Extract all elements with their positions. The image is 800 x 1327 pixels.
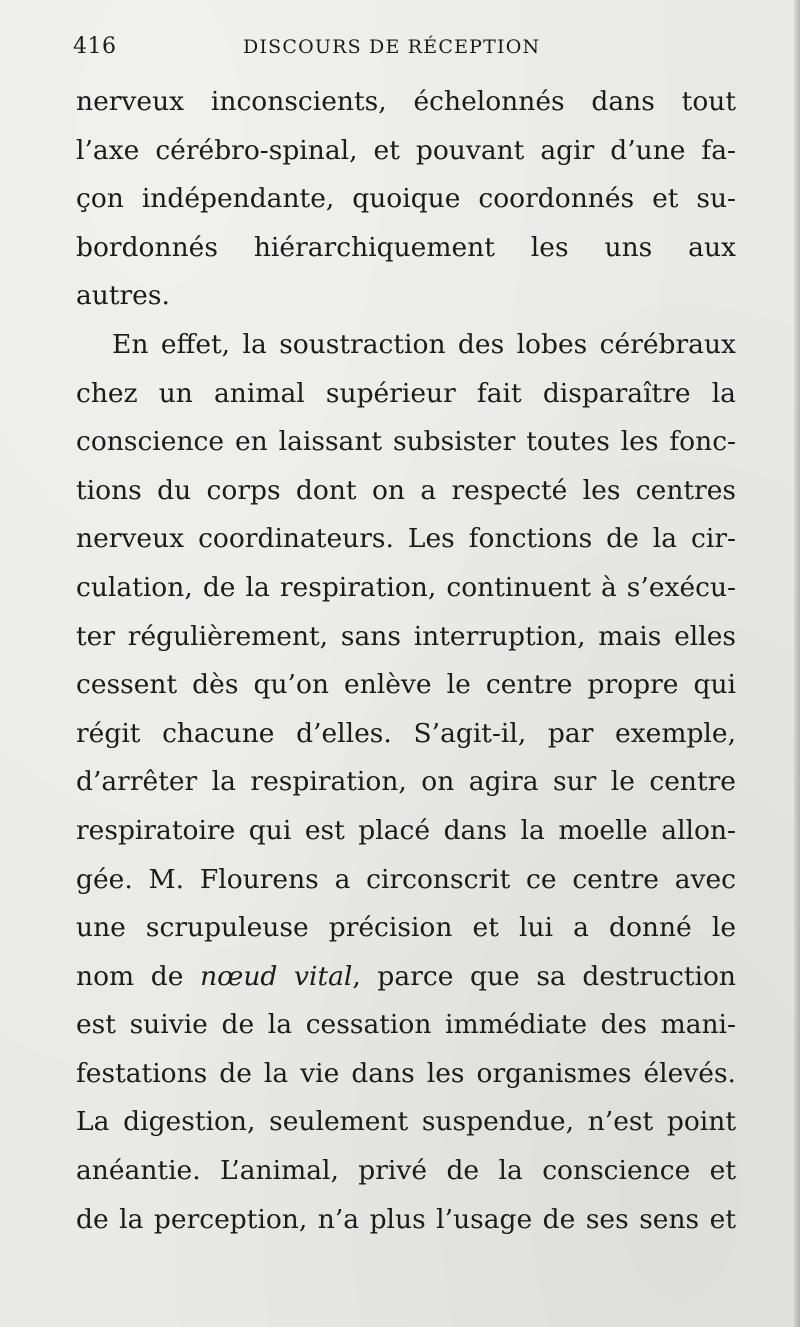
text-line: ter régulièrement, sans interruption, mais elles [76,620,736,652]
text-line-paragraph-start: En effet, la soustraction des lobes cérébraux [112,328,736,360]
body-text [76,78,736,1244]
text-line: régit chacune d’elles. S’agit-il, par exemple, [76,717,736,749]
text-line: respiratoire qui est placé dans la moelle allon- [76,814,736,846]
text-line: culation, de la respiration, continuent à s’exécu- [76,571,736,603]
text-line: autres. [76,280,170,312]
text-line: est suivie de la cessation immédiate des mani- [76,1009,736,1041]
text-line: festations de la vie dans les organismes élevés. [76,1057,736,1089]
text-line: de la perception, n’a plus l’usage de ses sens et [76,1203,736,1235]
line-text-after: , parce que sa destruction [352,960,736,992]
text-line: cessent dès qu’on enlève le centre propre qui [76,669,736,701]
text-line: nerveux inconscients, échelonnés dans tout [76,86,736,117]
page-edge-shadow [794,0,800,1327]
text-line: La digestion, seulement suspendue, n’est point [76,1106,736,1138]
page-header [73,34,736,64]
text-line: une scrupuleuse précision et lui a donné le [76,912,736,944]
text-line: tions du corps dont on a respecté les centres [76,474,736,506]
page-number: 416 [73,34,117,59]
text-line: chez un animal supérieur fait disparaître la [76,377,736,409]
text-line-with-italic [76,953,736,1002]
line-text-before: nom de [76,960,201,992]
text-line: nerveux coordinateurs. Les fonctions de la cir- [76,523,736,555]
text-line: gée. M. Flourens a circonscrit ce centre avec [76,863,736,895]
italic-term: nœud vital [200,960,353,992]
text-line: bordonnés hiérarchiquement les uns aux [76,231,736,263]
text-line: conscience en laissant subsister toutes les fonc- [76,426,736,458]
text-line: d’arrêter la respiration, on agira sur le centre [76,766,736,798]
text-line: l’axe cérébro-spinal, et pouvant agir d’une fa- [76,134,736,166]
running-head: DISCOURS DE RÉCEPTION [243,36,541,58]
text-line: çon indépendante, quoique coordonnés et su- [76,183,736,215]
text-line: anéantie. L’animal, privé de la conscience et [76,1155,736,1187]
